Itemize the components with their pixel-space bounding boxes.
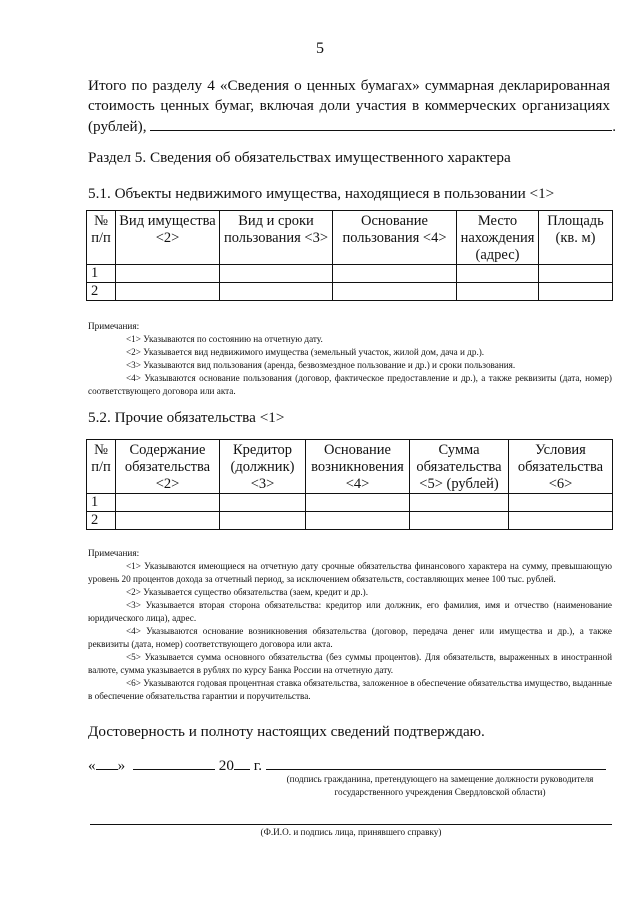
- cell[interactable]: [116, 494, 220, 512]
- cell[interactable]: [333, 283, 457, 301]
- summary-end: .: [612, 118, 617, 135]
- notes-label: Примечания:: [88, 548, 140, 558]
- summary-amount-field[interactable]: [150, 116, 612, 131]
- cell[interactable]: [509, 512, 613, 530]
- cell[interactable]: [539, 265, 613, 283]
- cell[interactable]: [306, 512, 410, 530]
- note-item: <3> Указывается вторая сторона обязательства: кредитор или должник, его фамилия, имя и отчество (наименование юридического лица), адрес.: [88, 600, 612, 623]
- header-use-basis: Основание пользования <4>: [333, 211, 457, 265]
- page-number: 5: [316, 40, 324, 57]
- notes-5-2: [88, 547, 612, 703]
- subsection-5-1-title: 5.1. Объекты недвижимого имущества, находящиеся в пользовании <1>: [88, 185, 555, 202]
- notes-5-1: [88, 320, 612, 398]
- header-obligation-content: Содержание обязательства <2>: [116, 440, 220, 494]
- table-row: [87, 512, 613, 530]
- note-item: <2> Указывается существо обязательства (заем, кредит и др.).: [126, 587, 369, 597]
- signature-caption: [240, 773, 640, 799]
- signature-caption-line-2: государственного учреждения Свердловской области): [334, 787, 546, 797]
- year-field[interactable]: [234, 755, 250, 770]
- header-property-type: Вид имущества <2>: [116, 211, 220, 265]
- cell[interactable]: [509, 494, 613, 512]
- header-conditions: Условия обязательства <6>: [509, 440, 613, 494]
- cell[interactable]: [333, 265, 457, 283]
- note-item: <1> Указываются по состоянию на отчетную дату.: [126, 334, 323, 344]
- cell[interactable]: [220, 512, 306, 530]
- receiver-signature-field[interactable]: [90, 824, 612, 825]
- open-quote: «: [88, 757, 96, 774]
- day-field[interactable]: [96, 755, 118, 770]
- applicant-signature-field[interactable]: [266, 755, 606, 770]
- note-item: <4> Указываются основание пользования (договор, фактическое предоставление и др.), а также реквизиты (дата, номер) соответствующего договора или акта.: [88, 373, 612, 396]
- note-item: <6> Указываются годовая процентная ставка обязательства, заложенное в обеспечение обязательства имущество, выданные в обеспечение обязательства гарантии и поручительства.: [88, 678, 613, 701]
- confirmation-text: Достоверность и полноту настоящих сведений подтверждаю.: [88, 723, 485, 740]
- note-item: <2> Указывается вид недвижимого имущества (земельный участок, жилой дом, дача и др.).: [126, 347, 485, 357]
- note-item: <3> Указываются вид пользования (аренда, безвозмездное пользование и др.) и сроки пользования.: [126, 360, 516, 370]
- section5-title: Раздел 5. Сведения об обязательствах имущественного характера: [88, 149, 511, 166]
- header-creditor: Кредитор (должник) <3>: [220, 440, 306, 494]
- close-quote: »: [117, 757, 126, 774]
- row-number: 1: [87, 265, 116, 283]
- table-5-2: [86, 439, 613, 530]
- cell[interactable]: [220, 494, 306, 512]
- table-row: [87, 494, 613, 512]
- subsection-5-2-title: 5.2. Прочие обязательства <1>: [88, 409, 285, 426]
- table-row: [87, 283, 613, 301]
- row-number: 1: [87, 494, 116, 512]
- cell[interactable]: [116, 283, 220, 301]
- row-number: 2: [87, 512, 116, 530]
- table-5-1: [86, 210, 613, 301]
- header-origin-basis: Основание возникновения <4>: [306, 440, 410, 494]
- year-prefix: 20: [218, 757, 234, 774]
- table-row: [87, 265, 613, 283]
- summary-line-3: (рублей),: [88, 118, 147, 135]
- cell[interactable]: [410, 512, 509, 530]
- note-item: <4> Указываются основание возникновения обязательства (договор, передача денег или имущества и др.), а также реквизиты (дата, номер) соответствующего договора или акта.: [88, 626, 612, 649]
- header-area: Площадь (кв. м): [539, 211, 613, 265]
- summary-line-2: стоимость ценных бумаг, включая доли участия в коммерческих организациях: [88, 97, 610, 114]
- signature-caption-line-1: (подпись гражданина, претендующего на замещение должности руководителя: [286, 774, 594, 784]
- cell[interactable]: [116, 512, 220, 530]
- month-field[interactable]: [133, 755, 215, 770]
- receiver-caption: (Ф.И.О. и подпись лица, принявшего справку): [260, 827, 442, 837]
- row-number: 2: [87, 283, 116, 301]
- note-item: <1> Указываются имеющиеся на отчетную дату срочные обязательства финансового характера на сумму, превышающую уровень 20 процентов дохода за отчетный период, за исключением обязательств, составляющих менее 100 тыс. рублей.: [88, 561, 612, 584]
- summary-line-1: Итого по разделу 4 «Сведения о ценных бумагах» суммарная декларированная: [88, 77, 610, 94]
- cell[interactable]: [410, 494, 509, 512]
- cell[interactable]: [539, 283, 613, 301]
- header-use-terms: Вид и сроки пользования <3>: [220, 211, 333, 265]
- cell[interactable]: [220, 265, 333, 283]
- cell[interactable]: [457, 283, 539, 301]
- cell[interactable]: [457, 265, 539, 283]
- cell[interactable]: [306, 494, 410, 512]
- note-item: <5> Указывается сумма основного обязательства (без суммы процентов). Для обязательств, выраженных в иностранной валюте, сумма указывается в рублях по курсу Банка России на отчетную дату.: [88, 652, 612, 675]
- section4-summary: [88, 76, 617, 137]
- header-number: № п/п: [87, 440, 116, 494]
- header-amount: Сумма обязательства <5> (рублей): [410, 440, 509, 494]
- notes-label: Примечания:: [88, 321, 140, 331]
- cell[interactable]: [220, 283, 333, 301]
- header-location: Место нахождения (адрес): [457, 211, 539, 265]
- year-suffix: г.: [253, 757, 263, 774]
- cell[interactable]: [116, 265, 220, 283]
- header-number: № п/п: [87, 211, 116, 265]
